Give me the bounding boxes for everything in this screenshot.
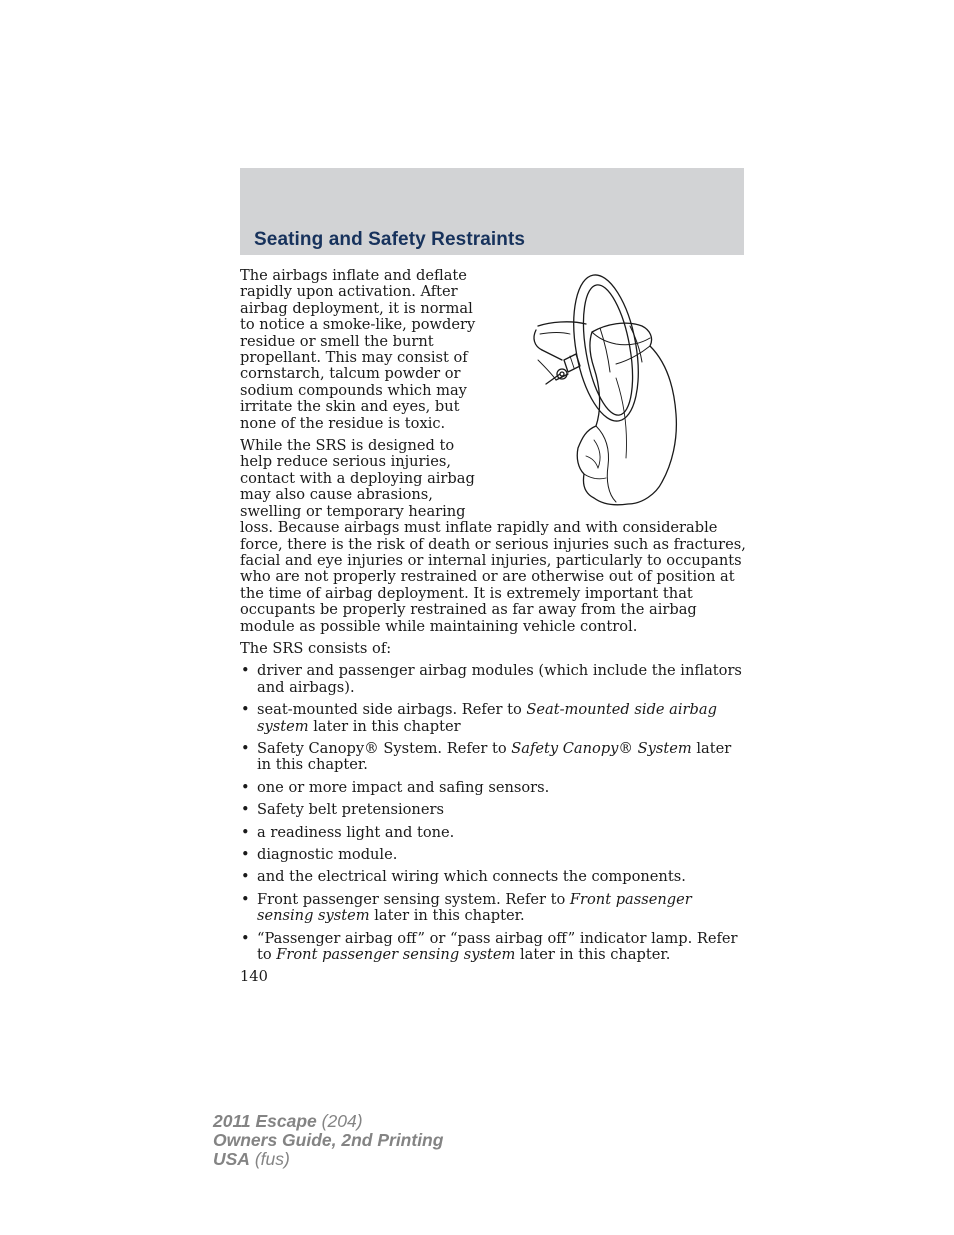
paragraph-airbag-residue: The airbags inflate and deflate rapidly upon activation. After airbag deployment, it is normal to notice a smoke-like, powdery residue or smell the burnt propellant. This may consist of cornstarch, talcum powder or sodium compounds which may irritate the skin and eyes, but none of the residue is toxic. <box>240 267 476 432</box>
list-item <box>240 847 746 863</box>
cross-reference: Front passenger sensing system <box>276 946 516 964</box>
list-item-text: later in this chapter. <box>257 739 732 774</box>
list-item-text: Safety belt pretensioners <box>257 801 444 819</box>
list-item <box>240 931 746 964</box>
list-item-text: later in this chapter. <box>369 907 525 925</box>
footer-market: USA <box>213 1149 250 1169</box>
bullet-icon: • <box>241 701 250 719</box>
list-item-text: seat-mounted side airbags. Refer to <box>257 701 527 719</box>
list-item <box>240 780 746 796</box>
list-item-text: and the electrical wiring which connects the components. <box>257 868 686 886</box>
list-item <box>240 741 746 774</box>
list-item <box>240 702 746 735</box>
footer-model-line <box>213 1112 443 1131</box>
bullet-icon: • <box>241 868 250 886</box>
bullet-icon: • <box>241 801 250 819</box>
list-item-text: diagnostic module. <box>257 846 398 863</box>
footer-market-code: (fus) <box>254 1149 290 1169</box>
list-item <box>240 802 746 818</box>
cross-reference: Front passenger sensing system <box>257 890 692 925</box>
list-item-text: a readiness light and tone. <box>257 823 455 841</box>
srs-components-list <box>240 663 746 963</box>
bullet-icon: • <box>241 739 250 757</box>
footer-market-line <box>213 1150 443 1169</box>
section-title: Seating and Safety Restraints <box>254 229 526 250</box>
list-item <box>240 892 746 925</box>
cross-reference: Seat-mounted side airbag system <box>257 701 717 735</box>
paragraph-srs-injury-risk: While the SRS is designed to help reduce serious injuries, contact with a deploying airbag may also cause abrasions, swelling or temporary hearing loss. Because airbags must inflate rapidly and with considerable force, there is the risk of death or serious injuries such as fractures, facial and eye injuries or internal injuries, particularly to occupants who are not properly restrained or are otherwise out of position at the time of airbag deployment. It is extremely important that occupants be properly restrained as far away from the airbag module as possible while maintaining vehicle control. <box>240 437 746 635</box>
bullet-icon: • <box>241 823 250 841</box>
bullet-icon: • <box>241 662 250 680</box>
page-number: 140 <box>240 968 268 986</box>
list-item-text: later in this chapter. <box>515 946 671 964</box>
footer-model-code: (204) <box>321 1111 363 1131</box>
page-content <box>240 268 746 986</box>
list-item-text: one or more impact and safing sensors. <box>257 778 550 796</box>
list-item-text: Front passenger sensing system. Refer to <box>257 890 570 908</box>
footer-model: 2011 Escape <box>213 1111 317 1131</box>
bullet-icon: • <box>241 846 250 863</box>
document-footer <box>213 1112 443 1169</box>
list-item <box>240 663 746 696</box>
list-item-text: Safety Canopy® System. Refer to <box>257 739 512 757</box>
list-item <box>240 825 746 841</box>
bullet-icon: • <box>241 890 250 908</box>
bullet-icon: • <box>241 778 250 796</box>
list-item-text: driver and passenger airbag modules (which include the inflators and airbags). <box>257 662 742 696</box>
list-item-text: later in this chapter <box>308 717 461 735</box>
list-item <box>240 869 746 885</box>
list-item-text: “Passenger airbag off” or “pass airbag off” indicator lamp. Refer to <box>257 929 738 964</box>
airbag-deploying-from-steering-wheel-illustration <box>490 268 746 520</box>
cross-reference: Safety Canopy® System <box>511 739 692 757</box>
bullet-icon: • <box>241 929 250 947</box>
paragraph-srs-intro: The SRS consists of: <box>240 639 392 657</box>
footer-guide: Owners Guide, 2nd Printing <box>213 1130 444 1150</box>
section-header-band <box>240 168 744 255</box>
